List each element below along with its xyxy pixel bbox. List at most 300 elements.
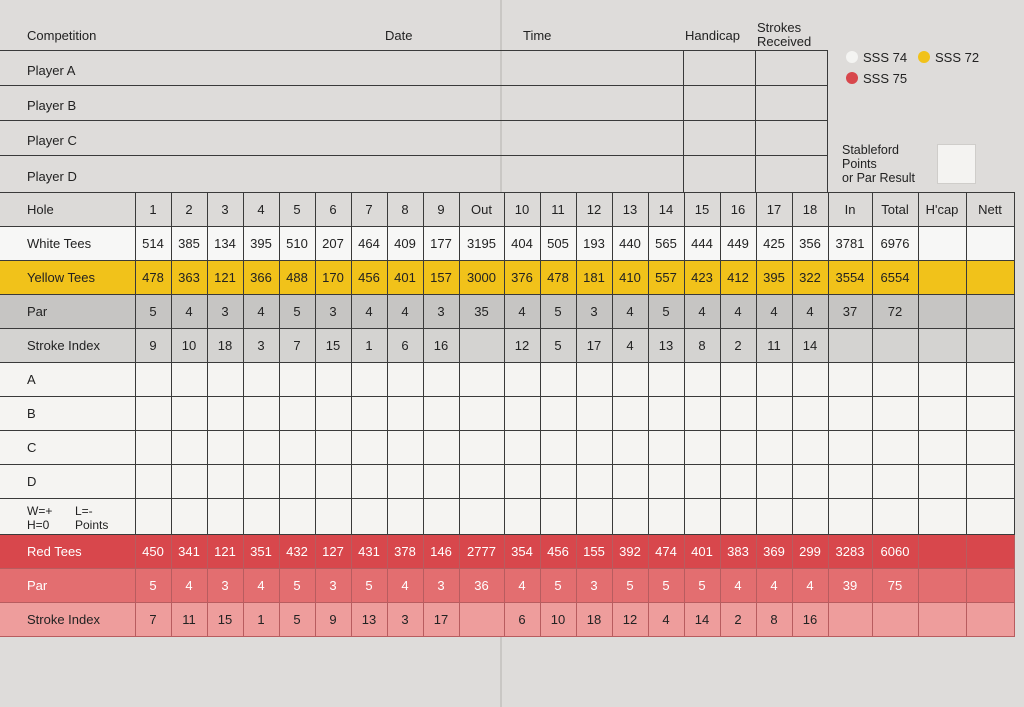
yellow-tees-row-cell: 376	[504, 261, 540, 295]
hole-number-row-cell: 1	[135, 193, 171, 227]
time-label: Time	[523, 28, 552, 43]
yellow-tees-row-cell: 322	[792, 261, 828, 295]
red-par-row-cell: 3	[576, 569, 612, 603]
score-entry-cell[interactable]	[756, 431, 792, 465]
loss-key: L=-	[75, 503, 93, 518]
red-tees-row-cell: 6060	[872, 535, 918, 569]
score-entry-cell[interactable]	[918, 465, 966, 499]
hole-number-row-cell: 2	[171, 193, 207, 227]
red-tees-row-cell: 383	[720, 535, 756, 569]
white-tees-row-cell: 444	[684, 227, 720, 261]
stroke-index-row	[0, 329, 1014, 363]
points-entry-cell[interactable]	[504, 499, 540, 535]
white-tees-row-cell: 385	[171, 227, 207, 261]
points-entry-cell[interactable]	[351, 499, 387, 535]
player-score-row	[0, 363, 1014, 397]
score-entry-cell[interactable]	[648, 363, 684, 397]
score-entry-cell[interactable]	[351, 363, 387, 397]
red-par-row-cell: 4	[171, 569, 207, 603]
red-tees-row-cell: 3283	[828, 535, 872, 569]
score-entry-cell[interactable]	[576, 397, 612, 431]
score-entry-cell[interactable]	[720, 363, 756, 397]
par-row-cell: 35	[459, 295, 504, 329]
score-entry-cell[interactable]	[243, 363, 279, 397]
stroke-index-row-cell: 17	[576, 329, 612, 363]
player-b-label: Player B	[27, 98, 77, 113]
yellow-tees-row-cell: 3554	[828, 261, 872, 295]
yellow-tees-row-cell: 366	[243, 261, 279, 295]
red-stroke-index-row-cell: 1	[243, 603, 279, 637]
score-entry-cell[interactable]	[828, 363, 872, 397]
yellow-tees-row-cell: 410	[612, 261, 648, 295]
stroke-index-row-label: Stroke Index	[0, 329, 135, 363]
red-stroke-index-row	[0, 603, 1014, 637]
sss-yellow: SSS 72	[935, 50, 980, 65]
player-score-row-label: D	[0, 465, 135, 499]
sss-white: SSS 74	[863, 50, 908, 65]
score-entry-cell[interactable]	[918, 431, 966, 465]
score-entry-cell[interactable]	[576, 465, 612, 499]
score-entry-cell[interactable]	[576, 431, 612, 465]
score-entry-cell[interactable]	[540, 465, 576, 499]
score-entry-cell[interactable]	[171, 363, 207, 397]
halve-key: H=0	[27, 517, 50, 532]
scorecard-grid	[0, 192, 1015, 637]
hole-number-row-cell: In	[828, 193, 872, 227]
hole-number-row-cell: 3	[207, 193, 243, 227]
hole-number-row-cell: Out	[459, 193, 504, 227]
par-row-cell: 3	[315, 295, 351, 329]
par-row-cell: 4	[612, 295, 648, 329]
score-entry-cell[interactable]	[207, 397, 243, 431]
red-stroke-index-row-cell	[872, 603, 918, 637]
white-tees-row-cell: 505	[540, 227, 576, 261]
hole-number-row-cell: 11	[540, 193, 576, 227]
player-score-row	[0, 431, 1014, 465]
score-entry-cell[interactable]	[684, 397, 720, 431]
score-entry-cell[interactable]	[918, 363, 966, 397]
red-par-row-cell: 39	[828, 569, 872, 603]
points-entry-cell[interactable]	[423, 499, 459, 535]
points-row-label	[0, 499, 135, 535]
score-entry-cell[interactable]	[423, 465, 459, 499]
hole-number-row-cell: 16	[720, 193, 756, 227]
score-entry-cell[interactable]	[966, 363, 1014, 397]
points-entry-cell[interactable]	[387, 499, 423, 535]
score-entry-cell[interactable]	[648, 431, 684, 465]
strokes-received-line2: Received	[757, 34, 812, 49]
white-tees-row-cell	[918, 227, 966, 261]
stroke-index-row-cell: 3	[243, 329, 279, 363]
points-entry-cell[interactable]	[648, 499, 684, 535]
stableford-entry-box[interactable]	[937, 144, 976, 184]
competition-label: Competition	[27, 28, 97, 43]
points-entry-cell[interactable]	[792, 499, 828, 535]
score-entry-cell[interactable]	[171, 397, 207, 431]
par-row-cell: 4	[387, 295, 423, 329]
red-stroke-index-row-cell: 11	[171, 603, 207, 637]
score-entry-cell[interactable]	[684, 431, 720, 465]
score-entry-cell[interactable]	[504, 397, 540, 431]
red-tees-row-cell: 127	[315, 535, 351, 569]
red-tees-row-cell: 299	[792, 535, 828, 569]
stableford-note	[842, 143, 915, 185]
score-entry-cell[interactable]	[387, 363, 423, 397]
red-tees-row-cell	[966, 535, 1014, 569]
score-entry-cell[interactable]	[207, 363, 243, 397]
stroke-index-row-cell	[459, 329, 504, 363]
hole-number-row-cell: 14	[648, 193, 684, 227]
score-entry-cell[interactable]	[828, 465, 872, 499]
points-entry-cell[interactable]	[720, 499, 756, 535]
par-row-cell: 4	[756, 295, 792, 329]
yellow-tees-row-cell: 401	[387, 261, 423, 295]
par-row-cell: 5	[279, 295, 315, 329]
hole-number-row-cell: Total	[872, 193, 918, 227]
stroke-index-row-cell: 2	[720, 329, 756, 363]
score-entry-cell[interactable]	[315, 363, 351, 397]
score-entry-cell[interactable]	[135, 397, 171, 431]
points-entry-cell[interactable]	[828, 499, 872, 535]
yellow-tees-row-cell: 423	[684, 261, 720, 295]
red-par-row-cell: 4	[756, 569, 792, 603]
points-entry-cell[interactable]	[459, 499, 504, 535]
white-tees-row-cell: 464	[351, 227, 387, 261]
score-entry-cell[interactable]	[918, 397, 966, 431]
strokes-received-label	[757, 21, 811, 49]
red-par-row-cell: 4	[504, 569, 540, 603]
red-par-row-cell: 3	[423, 569, 459, 603]
score-entry-cell[interactable]	[612, 397, 648, 431]
red-tees-row-cell: 474	[648, 535, 684, 569]
score-entry-cell[interactable]	[576, 363, 612, 397]
hole-number-row-cell: 7	[351, 193, 387, 227]
points-entry-cell[interactable]	[243, 499, 279, 535]
red-par-row-cell: 5	[351, 569, 387, 603]
red-stroke-index-row-cell: 7	[135, 603, 171, 637]
red-stroke-index-row-cell: 5	[279, 603, 315, 637]
par-row-cell	[918, 295, 966, 329]
white-tees-row-cell: 514	[135, 227, 171, 261]
score-entry-cell[interactable]	[171, 465, 207, 499]
player-a-label: Player A	[27, 63, 76, 78]
score-entry-cell[interactable]	[756, 465, 792, 499]
stroke-index-row-cell: 7	[279, 329, 315, 363]
player-c-label: Player C	[27, 133, 77, 148]
score-entry-cell[interactable]	[828, 397, 872, 431]
score-entry-cell[interactable]	[720, 465, 756, 499]
player-score-row-label: B	[0, 397, 135, 431]
stroke-index-row-cell: 6	[387, 329, 423, 363]
red-stroke-index-row-label: Stroke Index	[0, 603, 135, 637]
score-entry-cell[interactable]	[207, 465, 243, 499]
score-entry-cell[interactable]	[720, 397, 756, 431]
yellow-tees-row-cell: 478	[135, 261, 171, 295]
red-stroke-index-row-cell: 10	[540, 603, 576, 637]
hole-number-row-cell: 13	[612, 193, 648, 227]
score-entry-cell[interactable]	[387, 397, 423, 431]
score-entry-cell[interactable]	[243, 431, 279, 465]
stroke-index-row-cell: 18	[207, 329, 243, 363]
red-tees-row-cell: 450	[135, 535, 171, 569]
score-entry-cell[interactable]	[612, 431, 648, 465]
yellow-tees-row-label: Yellow Tees	[0, 261, 135, 295]
white-tees-row-cell: 6976	[872, 227, 918, 261]
score-entry-cell[interactable]	[792, 465, 828, 499]
white-tees-row-cell: 404	[504, 227, 540, 261]
points-key: Points	[75, 517, 109, 532]
yellow-tees-row-cell: 478	[540, 261, 576, 295]
score-entry-cell[interactable]	[135, 363, 171, 397]
stroke-index-row-cell	[872, 329, 918, 363]
handicap-label: Handicap	[685, 28, 740, 43]
red-stroke-index-row-cell: 4	[648, 603, 684, 637]
score-entry-cell[interactable]	[423, 397, 459, 431]
par-row-cell: 4	[504, 295, 540, 329]
red-par-row-cell: 5	[135, 569, 171, 603]
red-stroke-index-row-cell: 3	[387, 603, 423, 637]
red-par-row-cell: 5	[540, 569, 576, 603]
date-label: Date	[385, 28, 413, 43]
score-entry-cell[interactable]	[279, 465, 315, 499]
red-stroke-index-row-cell	[966, 603, 1014, 637]
score-entry-cell[interactable]	[315, 431, 351, 465]
par-row-cell: 72	[872, 295, 918, 329]
score-entry-cell[interactable]	[612, 363, 648, 397]
red-stroke-index-row-cell	[828, 603, 872, 637]
red-tees-row-cell: 2777	[459, 535, 504, 569]
white-tees-row-cell: 395	[243, 227, 279, 261]
points-entry-cell[interactable]	[207, 499, 243, 535]
score-entry-cell[interactable]	[756, 397, 792, 431]
score-entry-cell[interactable]	[243, 465, 279, 499]
score-entry-cell[interactable]	[872, 397, 918, 431]
red-tees-row-cell: 369	[756, 535, 792, 569]
score-entry-cell[interactable]	[792, 397, 828, 431]
white-tees-row-cell: 409	[387, 227, 423, 261]
player-score-row-label: C	[0, 431, 135, 465]
white-tees-row-cell: 425	[756, 227, 792, 261]
white-tees-row-cell: 134	[207, 227, 243, 261]
hole-number-row	[0, 193, 1014, 227]
score-entry-cell[interactable]	[756, 363, 792, 397]
score-entry-cell[interactable]	[279, 397, 315, 431]
score-entry-cell[interactable]	[459, 431, 504, 465]
score-entry-cell[interactable]	[540, 397, 576, 431]
header-rule-1	[0, 50, 828, 51]
score-entry-cell[interactable]	[504, 465, 540, 499]
points-entry-cell[interactable]	[171, 499, 207, 535]
red-stroke-index-row-cell: 2	[720, 603, 756, 637]
red-par-row-cell: 5	[648, 569, 684, 603]
score-entry-cell[interactable]	[872, 363, 918, 397]
stroke-index-row-cell: 12	[504, 329, 540, 363]
red-stroke-index-row-cell: 12	[612, 603, 648, 637]
white-tees-row-cell	[966, 227, 1014, 261]
red-tees-row-cell: 378	[387, 535, 423, 569]
score-entry-cell[interactable]	[207, 431, 243, 465]
white-tees-row-cell: 449	[720, 227, 756, 261]
stableford-line1: Stableford	[842, 143, 899, 157]
score-entry-cell[interactable]	[504, 431, 540, 465]
score-entry-cell[interactable]	[966, 431, 1014, 465]
score-entry-cell[interactable]	[459, 465, 504, 499]
score-entry-cell[interactable]	[792, 431, 828, 465]
hole-number-row-cell: 12	[576, 193, 612, 227]
par-row	[0, 295, 1014, 329]
score-entry-cell[interactable]	[872, 431, 918, 465]
hole-number-row-cell: 9	[423, 193, 459, 227]
score-entry-cell[interactable]	[135, 431, 171, 465]
stroke-index-row-cell: 15	[315, 329, 351, 363]
par-row-cell: 4	[171, 295, 207, 329]
points-entry-cell[interactable]	[918, 499, 966, 535]
score-entry-cell[interactable]	[423, 363, 459, 397]
player-score-row	[0, 397, 1014, 431]
white-tees-row-cell: 565	[648, 227, 684, 261]
score-entry-cell[interactable]	[966, 465, 1014, 499]
red-tees-row-cell: 354	[504, 535, 540, 569]
score-entry-cell[interactable]	[351, 465, 387, 499]
sss-red: SSS 75	[863, 71, 908, 86]
points-entry-cell[interactable]	[279, 499, 315, 535]
points-entry-cell[interactable]	[315, 499, 351, 535]
score-entry-cell[interactable]	[171, 431, 207, 465]
white-tee-dot	[846, 51, 858, 63]
red-stroke-index-row-cell: 15	[207, 603, 243, 637]
win-key: W=+	[27, 503, 53, 518]
score-entry-cell[interactable]	[387, 431, 423, 465]
red-par-row-cell	[918, 569, 966, 603]
par-row-cell: 5	[540, 295, 576, 329]
yellow-tees-row-cell: 170	[315, 261, 351, 295]
white-tees-row-cell: 510	[279, 227, 315, 261]
red-stroke-index-row-cell: 6	[504, 603, 540, 637]
red-stroke-index-row-cell: 18	[576, 603, 612, 637]
red-stroke-index-row-cell	[459, 603, 504, 637]
score-entry-cell[interactable]	[315, 465, 351, 499]
points-entry-cell[interactable]	[612, 499, 648, 535]
red-par-row	[0, 569, 1014, 603]
yellow-tees-row-cell	[966, 261, 1014, 295]
red-stroke-index-row-cell: 13	[351, 603, 387, 637]
points-entry-cell[interactable]	[966, 499, 1014, 535]
points-entry-cell[interactable]	[576, 499, 612, 535]
score-entry-cell[interactable]	[648, 465, 684, 499]
points-entry-cell[interactable]	[540, 499, 576, 535]
score-entry-cell[interactable]	[684, 363, 720, 397]
stroke-index-row-cell: 11	[756, 329, 792, 363]
red-stroke-index-row-cell: 16	[792, 603, 828, 637]
red-par-row-cell: 75	[872, 569, 918, 603]
red-tee-dot	[846, 72, 858, 84]
points-entry-cell[interactable]	[684, 499, 720, 535]
stroke-index-row-cell: 8	[684, 329, 720, 363]
score-entry-cell[interactable]	[459, 363, 504, 397]
par-row-cell: 4	[720, 295, 756, 329]
yellow-tees-row-cell: 121	[207, 261, 243, 295]
score-entry-cell[interactable]	[243, 397, 279, 431]
yellow-tees-row-cell: 395	[756, 261, 792, 295]
stroke-index-row-cell	[918, 329, 966, 363]
red-tees-row-cell: 155	[576, 535, 612, 569]
white-tees-row	[0, 227, 1014, 261]
player-score-row-label: A	[0, 363, 135, 397]
hole-number-row-cell: Nett	[966, 193, 1014, 227]
yellow-tees-row	[0, 261, 1014, 295]
hole-number-row-cell: 18	[792, 193, 828, 227]
score-entry-cell[interactable]	[540, 363, 576, 397]
par-row-cell	[966, 295, 1014, 329]
red-stroke-index-row-cell: 17	[423, 603, 459, 637]
red-par-row-cell: 3	[315, 569, 351, 603]
score-entry-cell[interactable]	[459, 397, 504, 431]
stroke-index-row-cell: 10	[171, 329, 207, 363]
par-row-cell: 4	[243, 295, 279, 329]
player-d-label: Player D	[27, 169, 77, 184]
hole-number-row-cell: 10	[504, 193, 540, 227]
par-row-cell: 5	[648, 295, 684, 329]
red-tees-row-cell	[918, 535, 966, 569]
white-tees-row-cell: 207	[315, 227, 351, 261]
yellow-tee-dot	[918, 51, 930, 63]
score-entry-cell[interactable]	[279, 431, 315, 465]
player-score-row	[0, 465, 1014, 499]
red-par-row-cell: 4	[792, 569, 828, 603]
score-entry-cell[interactable]	[279, 363, 315, 397]
stroke-index-row-cell	[966, 329, 1014, 363]
yellow-tees-row-cell: 3000	[459, 261, 504, 295]
score-entry-cell[interactable]	[648, 397, 684, 431]
score-entry-cell[interactable]	[872, 465, 918, 499]
points-entry-cell[interactable]	[756, 499, 792, 535]
red-par-row-cell	[966, 569, 1014, 603]
red-par-row-cell: 4	[243, 569, 279, 603]
score-entry-cell[interactable]	[315, 397, 351, 431]
score-entry-cell[interactable]	[135, 465, 171, 499]
score-entry-cell[interactable]	[423, 431, 459, 465]
stableford-line3: or Par Result	[842, 171, 915, 185]
red-tees-row-cell: 401	[684, 535, 720, 569]
score-entry-cell[interactable]	[540, 431, 576, 465]
hole-number-row-cell: 6	[315, 193, 351, 227]
score-entry-cell[interactable]	[792, 363, 828, 397]
score-entry-cell[interactable]	[612, 465, 648, 499]
score-entry-cell[interactable]	[351, 397, 387, 431]
score-entry-cell[interactable]	[966, 397, 1014, 431]
score-entry-cell[interactable]	[828, 431, 872, 465]
points-row	[0, 499, 1014, 535]
score-entry-cell[interactable]	[684, 465, 720, 499]
par-row-cell: 4	[351, 295, 387, 329]
score-entry-cell[interactable]	[387, 465, 423, 499]
white-tees-row-cell: 177	[423, 227, 459, 261]
strokes-right-rule	[827, 50, 828, 192]
score-entry-cell[interactable]	[351, 431, 387, 465]
strokes-column-rule	[755, 50, 756, 192]
yellow-tees-row-cell: 456	[351, 261, 387, 295]
yellow-tees-row-cell: 412	[720, 261, 756, 295]
points-entry-cell[interactable]	[135, 499, 171, 535]
red-tees-row-cell: 432	[279, 535, 315, 569]
red-stroke-index-row-cell: 14	[684, 603, 720, 637]
points-entry-cell[interactable]	[872, 499, 918, 535]
score-entry-cell[interactable]	[504, 363, 540, 397]
score-entry-cell[interactable]	[720, 431, 756, 465]
red-stroke-index-row-cell: 8	[756, 603, 792, 637]
white-tees-row-cell: 193	[576, 227, 612, 261]
yellow-tees-row-cell: 181	[576, 261, 612, 295]
